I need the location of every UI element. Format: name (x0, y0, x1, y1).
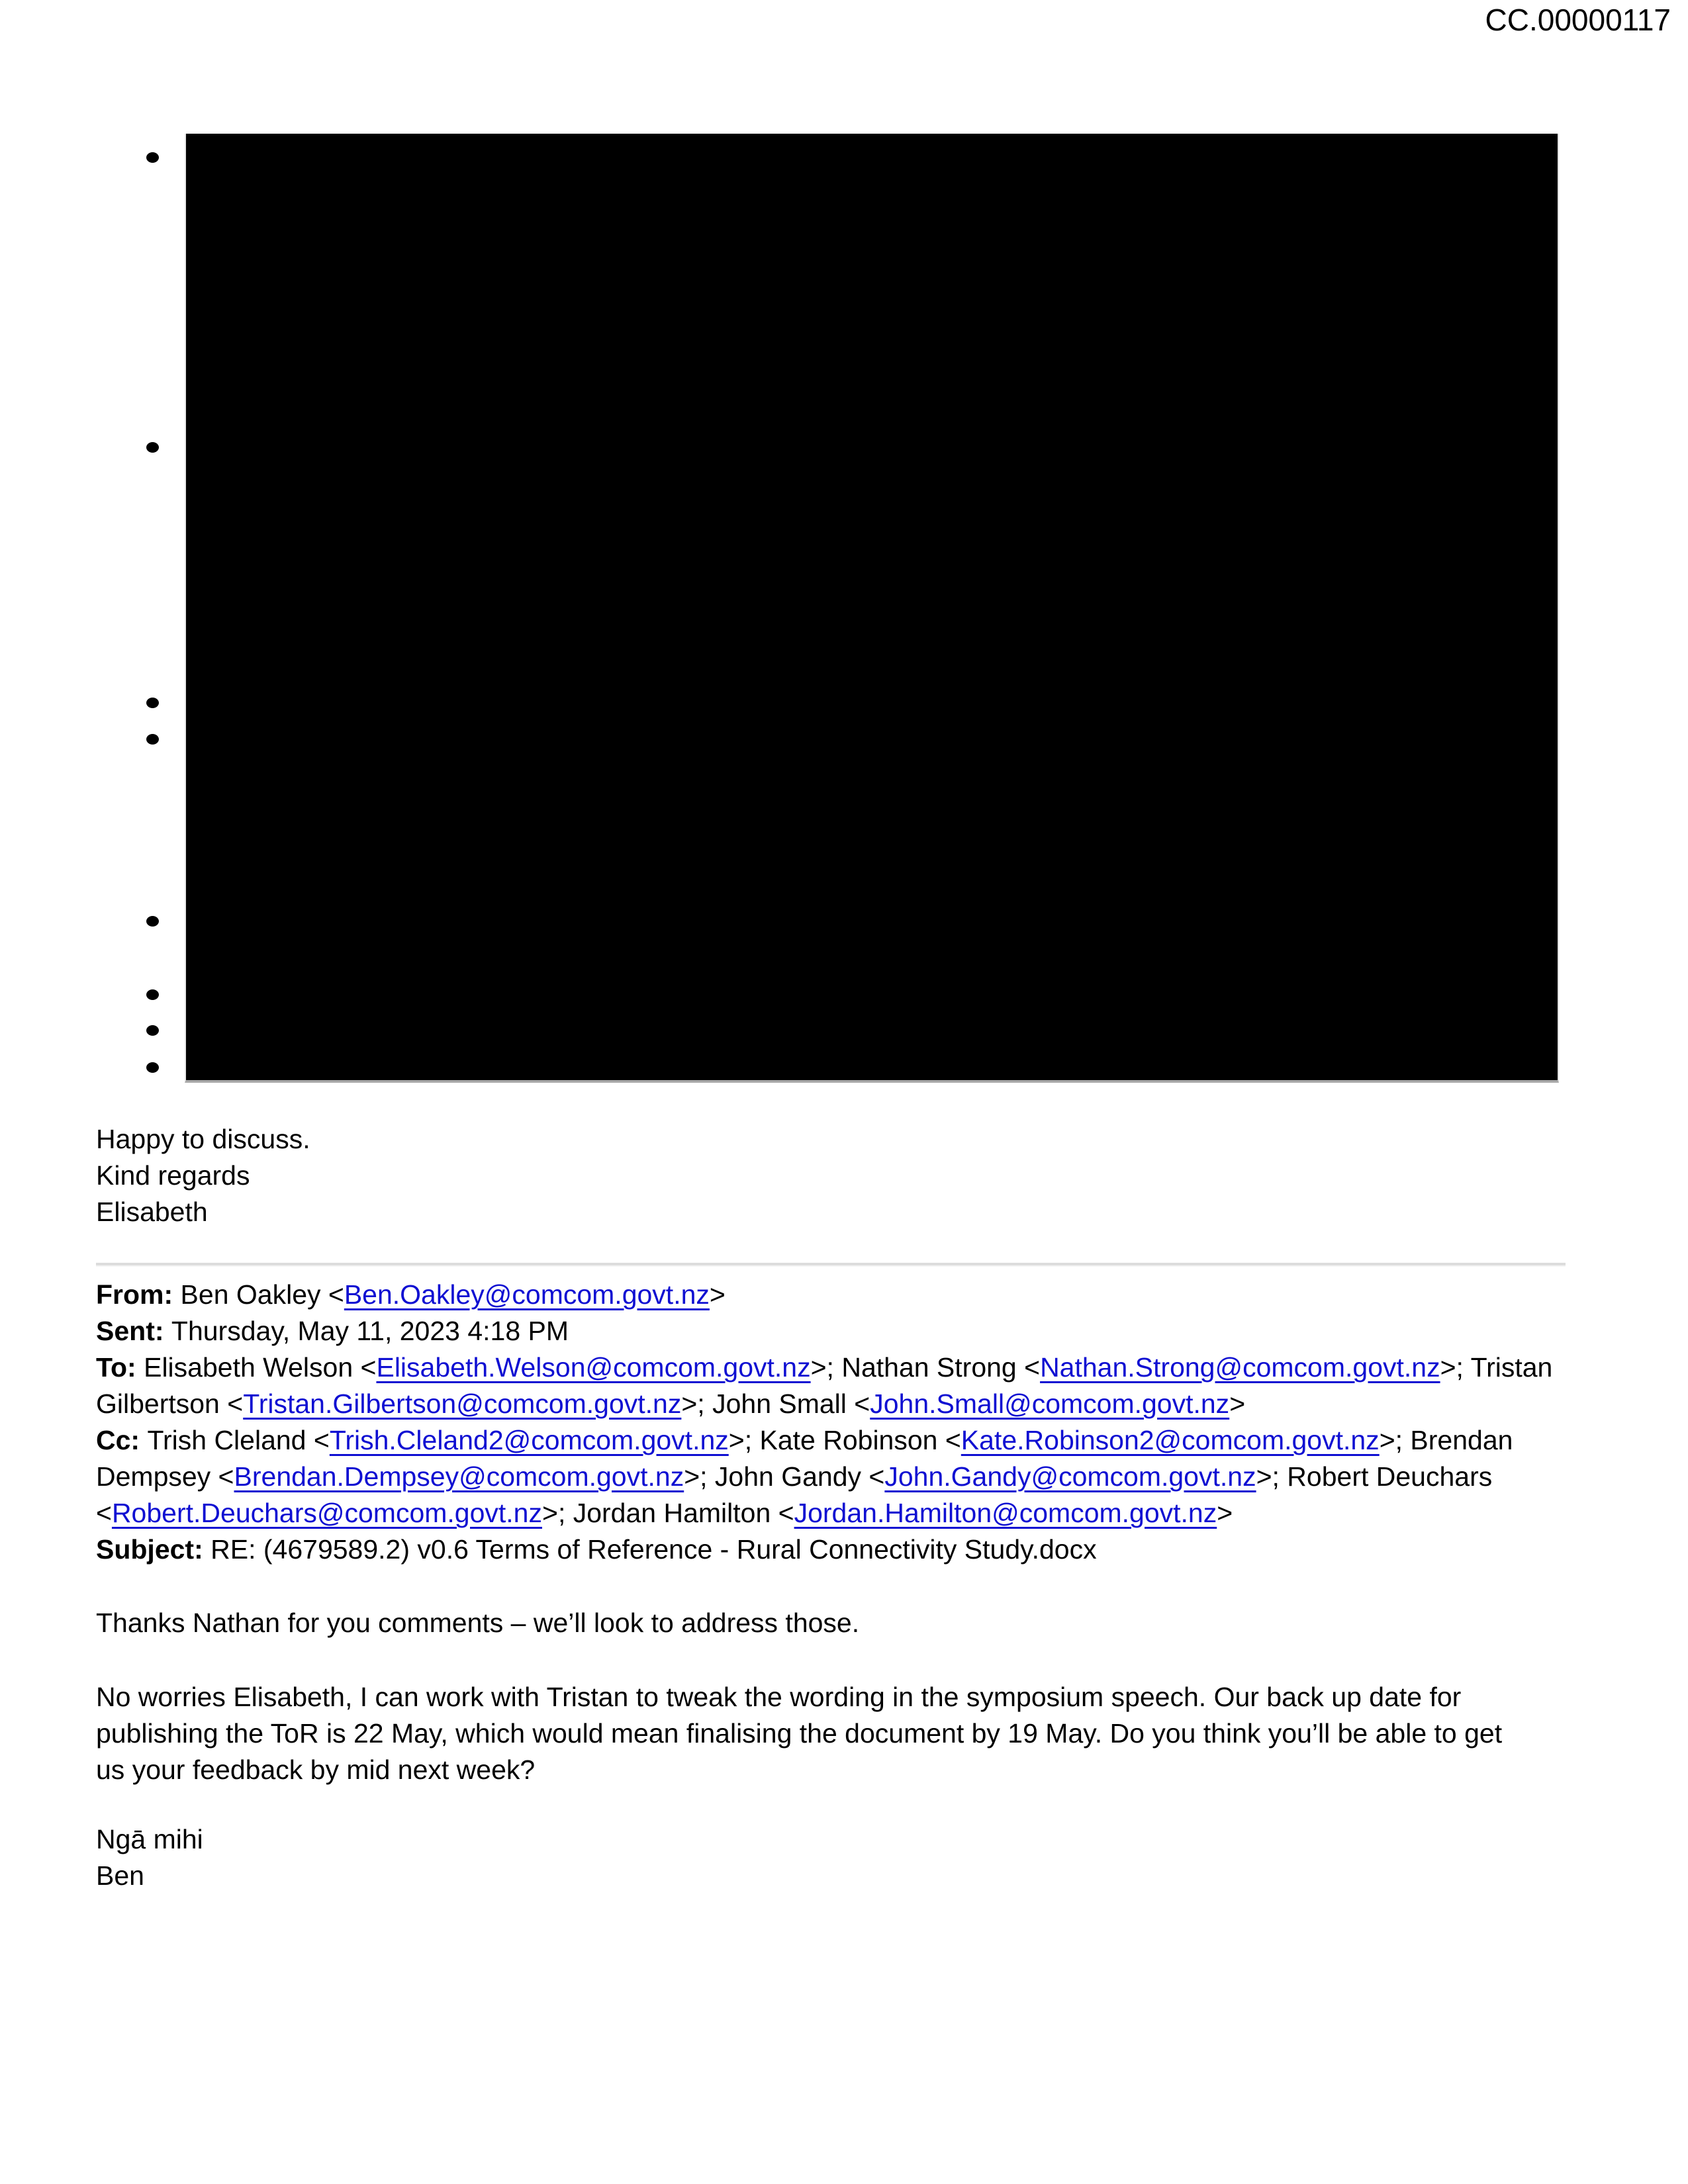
header-text-segment: > (709, 1279, 726, 1310)
text-line: Elisabeth (96, 1197, 208, 1227)
email-header (96, 1277, 1552, 1568)
header-line (96, 1459, 1552, 1495)
header-field-label: Subject: (96, 1534, 211, 1565)
text-line: publishing the ToR is 22 May, which would mean finalising the document by 19 May. Do you think you’ll be able to get (96, 1718, 1503, 1749)
header-line (96, 1495, 1552, 1531)
email-address-link[interactable]: Elisabeth.Welson@comcom.govt.nz (376, 1352, 811, 1383)
header-text-segment: < (96, 1498, 112, 1528)
header-text-segment: >; John Small < (681, 1388, 870, 1419)
text-line: Happy to discuss. (96, 1124, 310, 1154)
text-line: No worries Elisabeth, I can work with Tristan to tweak the wording in the symposium speech. Our back up date for (96, 1682, 1462, 1712)
header-text-segment: > (1229, 1388, 1246, 1419)
list-bullet-icon (146, 1062, 159, 1073)
text-line: Ngā mihi (96, 1824, 203, 1854)
text-line: us your feedback by mid next week? (96, 1754, 536, 1785)
redacted-content-block (185, 134, 1559, 1083)
header-text-segment: >; Kate Robinson < (728, 1425, 961, 1455)
list-bullet-icon (146, 1025, 159, 1036)
header-text-segment: >; Brendan (1379, 1425, 1513, 1455)
text-line: Ben (96, 1860, 144, 1891)
header-line (96, 1313, 1552, 1349)
list-bullet-icon (146, 698, 159, 708)
header-line (96, 1531, 1552, 1568)
list-bullet-icon (146, 442, 159, 453)
email-signature (96, 1821, 203, 1894)
header-text-segment: Thursday, May 11, 2023 4:18 PM (171, 1316, 569, 1346)
header-text-segment: >; Robert Deuchars (1256, 1461, 1493, 1492)
header-line (96, 1386, 1552, 1422)
header-line (96, 1422, 1552, 1459)
header-text-segment: RE: (4679589.2) v0.6 Terms of Reference - Rural Connectivity Study.docx (211, 1534, 1097, 1565)
header-text-segment: >; Tristan (1440, 1352, 1553, 1383)
header-field-label: Cc: (96, 1425, 148, 1455)
header-text-segment: Elisabeth Welson < (144, 1352, 377, 1383)
email-address-link[interactable]: Tristan.Gilbertson@comcom.govt.nz (243, 1388, 682, 1419)
list-bullet-icon (146, 152, 159, 163)
list-bullet-icon (146, 734, 159, 745)
header-text-segment: >; Nathan Strong < (810, 1352, 1041, 1383)
header-field-label: To: (96, 1352, 144, 1383)
header-line (96, 1349, 1552, 1386)
closing-text (96, 1121, 310, 1230)
header-text-segment: Ben Oakley < (180, 1279, 344, 1310)
email-address-link[interactable]: Jordan.Hamilton@comcom.govt.nz (794, 1498, 1217, 1528)
text-line: Thanks Nathan for you comments – we’ll look to address those. (96, 1608, 860, 1638)
header-text-segment: Gilbertson < (96, 1388, 244, 1419)
header-text-segment: Trish Cleland < (147, 1425, 330, 1455)
text-line: Kind regards (96, 1160, 250, 1191)
header-text-segment: >; Jordan Hamilton < (542, 1498, 794, 1528)
email-body-paragraph (96, 1605, 859, 1641)
header-text-segment: > (1217, 1498, 1233, 1528)
email-address-link[interactable]: Robert.Deuchars@comcom.govt.nz (111, 1498, 542, 1528)
email-divider-line (96, 1263, 1566, 1267)
email-body-paragraph (96, 1679, 1502, 1788)
email-address-link[interactable]: Kate.Robinson2@comcom.govt.nz (961, 1425, 1380, 1455)
header-text-segment: Dempsey < (96, 1461, 234, 1492)
email-address-link[interactable]: Trish.Cleland2@comcom.govt.nz (329, 1425, 729, 1455)
document-reference-number: CC.00000117 (1485, 3, 1671, 37)
email-address-link[interactable]: Brendan.Dempsey@comcom.govt.nz (234, 1461, 684, 1492)
header-field-label: Sent: (96, 1316, 171, 1346)
email-address-link[interactable]: John.Small@comcom.govt.nz (870, 1388, 1230, 1419)
email-address-link[interactable]: John.Gandy@comcom.govt.nz (884, 1461, 1256, 1492)
header-field-label: From: (96, 1279, 181, 1310)
list-bullet-icon (146, 989, 159, 1000)
header-line (96, 1277, 1552, 1313)
email-address-link[interactable]: Nathan.Strong@comcom.govt.nz (1040, 1352, 1440, 1383)
email-address-link[interactable]: Ben.Oakley@comcom.govt.nz (344, 1279, 710, 1310)
list-bullet-icon (146, 916, 159, 927)
header-text-segment: >; John Gandy < (684, 1461, 885, 1492)
